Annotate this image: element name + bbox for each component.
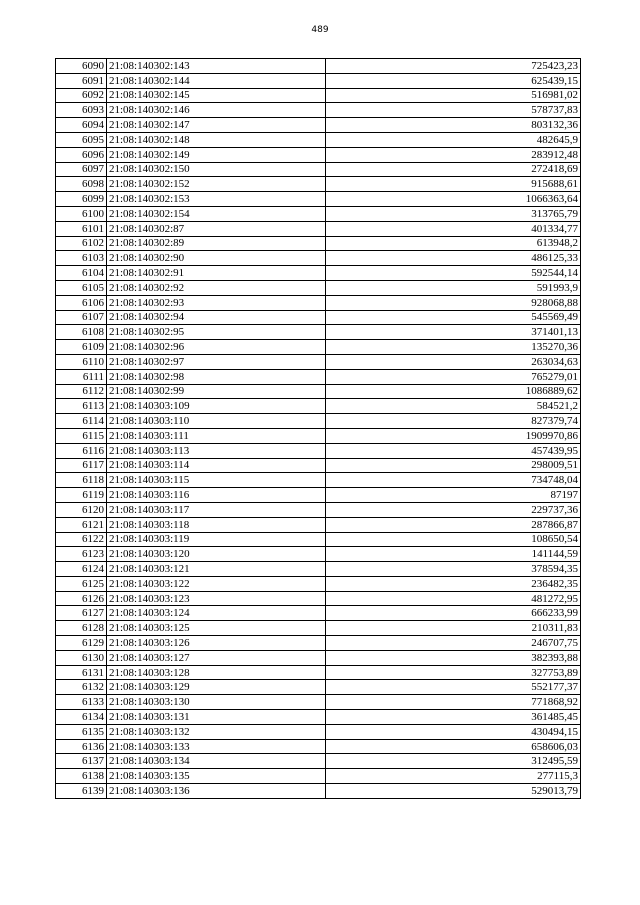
table-row xyxy=(56,754,581,769)
cadastral-number-cell: 21:08:140302:92 xyxy=(107,280,326,295)
value-cell: 272418,69 xyxy=(326,162,581,177)
table-row xyxy=(56,443,581,458)
row-number-cell: 6126 xyxy=(56,591,107,606)
table-row xyxy=(56,162,581,177)
row-number-cell: 6117 xyxy=(56,458,107,473)
cadastral-number-cell: 21:08:140303:130 xyxy=(107,695,326,710)
table-row xyxy=(56,458,581,473)
value-cell: 236482,35 xyxy=(326,576,581,591)
cadastral-number-cell: 21:08:140302:95 xyxy=(107,325,326,340)
cadastral-number-cell: 21:08:140302:154 xyxy=(107,206,326,221)
row-number-cell: 6115 xyxy=(56,428,107,443)
table-row xyxy=(56,103,581,118)
value-cell: 87197 xyxy=(326,488,581,503)
cadastral-number-cell: 21:08:140303:121 xyxy=(107,562,326,577)
table-row xyxy=(56,280,581,295)
cadastral-number-cell: 21:08:140302:89 xyxy=(107,236,326,251)
value-cell: 277115,3 xyxy=(326,769,581,784)
table-row xyxy=(56,473,581,488)
cadastral-number-cell: 21:08:140303:131 xyxy=(107,710,326,725)
table-row xyxy=(56,636,581,651)
table-row xyxy=(56,73,581,88)
cadastral-number-cell: 21:08:140303:118 xyxy=(107,517,326,532)
row-number-cell: 6135 xyxy=(56,724,107,739)
table-row xyxy=(56,562,581,577)
value-cell: 246707,75 xyxy=(326,636,581,651)
value-cell: 666233,99 xyxy=(326,606,581,621)
value-cell: 545569,49 xyxy=(326,310,581,325)
table-row xyxy=(56,488,581,503)
cadastral-number-cell: 21:08:140302:93 xyxy=(107,295,326,310)
table-row xyxy=(56,147,581,162)
row-number-cell: 6124 xyxy=(56,562,107,577)
row-number-cell: 6101 xyxy=(56,221,107,236)
table-row xyxy=(56,517,581,532)
row-number-cell: 6100 xyxy=(56,206,107,221)
value-cell: 327753,89 xyxy=(326,665,581,680)
row-number-cell: 6113 xyxy=(56,399,107,414)
cadastral-number-cell: 21:08:140303:124 xyxy=(107,606,326,621)
table-row xyxy=(56,325,581,340)
cadastral-number-cell: 21:08:140302:145 xyxy=(107,88,326,103)
table-row xyxy=(56,59,581,74)
value-cell: 592544,14 xyxy=(326,266,581,281)
value-cell: 803132,36 xyxy=(326,118,581,133)
table-body xyxy=(56,59,581,799)
table-row xyxy=(56,236,581,251)
table-row xyxy=(56,680,581,695)
value-cell: 658606,03 xyxy=(326,739,581,754)
table-row xyxy=(56,118,581,133)
value-cell: 283912,48 xyxy=(326,147,581,162)
value-cell: 108650,54 xyxy=(326,532,581,547)
row-number-cell: 6114 xyxy=(56,414,107,429)
table-row xyxy=(56,369,581,384)
cadastral-number-cell: 21:08:140302:97 xyxy=(107,354,326,369)
value-cell: 552177,37 xyxy=(326,680,581,695)
cadastral-number-cell: 21:08:140302:153 xyxy=(107,192,326,207)
value-cell: 141144,59 xyxy=(326,547,581,562)
cadastral-number-cell: 21:08:140302:94 xyxy=(107,310,326,325)
table-row xyxy=(56,576,581,591)
row-number-cell: 6104 xyxy=(56,266,107,281)
cadastral-number-cell: 21:08:140302:143 xyxy=(107,59,326,74)
value-cell: 486125,33 xyxy=(326,251,581,266)
table-row xyxy=(56,177,581,192)
table-row xyxy=(56,340,581,355)
row-number-cell: 6128 xyxy=(56,621,107,636)
table-row xyxy=(56,621,581,636)
value-cell: 135270,36 xyxy=(326,340,581,355)
value-cell: 613948,2 xyxy=(326,236,581,251)
value-cell: 481272,95 xyxy=(326,591,581,606)
table-row xyxy=(56,724,581,739)
value-cell: 725423,23 xyxy=(326,59,581,74)
cadastral-number-cell: 21:08:140303:133 xyxy=(107,739,326,754)
row-number-cell: 6107 xyxy=(56,310,107,325)
value-cell: 1066363,64 xyxy=(326,192,581,207)
row-number-cell: 6098 xyxy=(56,177,107,192)
table-row xyxy=(56,132,581,147)
value-cell: 430494,15 xyxy=(326,724,581,739)
row-number-cell: 6121 xyxy=(56,517,107,532)
row-number-cell: 6111 xyxy=(56,369,107,384)
cadastral-number-cell: 21:08:140302:91 xyxy=(107,266,326,281)
value-cell: 1086889,62 xyxy=(326,384,581,399)
value-cell: 765279,01 xyxy=(326,369,581,384)
row-number-cell: 6109 xyxy=(56,340,107,355)
value-cell: 371401,13 xyxy=(326,325,581,340)
value-cell: 584521,2 xyxy=(326,399,581,414)
row-number-cell: 6133 xyxy=(56,695,107,710)
value-cell: 382393,88 xyxy=(326,650,581,665)
table-row xyxy=(56,591,581,606)
row-number-cell: 6097 xyxy=(56,162,107,177)
row-number-cell: 6131 xyxy=(56,665,107,680)
table-row xyxy=(56,502,581,517)
cadastral-number-cell: 21:08:140303:128 xyxy=(107,665,326,680)
cadastral-number-cell: 21:08:140303:116 xyxy=(107,488,326,503)
table-row xyxy=(56,650,581,665)
row-number-cell: 6103 xyxy=(56,251,107,266)
cadastral-number-cell: 21:08:140303:135 xyxy=(107,769,326,784)
row-number-cell: 6120 xyxy=(56,502,107,517)
value-cell: 313765,79 xyxy=(326,206,581,221)
cadastral-number-cell: 21:08:140303:122 xyxy=(107,576,326,591)
table-row xyxy=(56,88,581,103)
cadastral-value-table xyxy=(55,58,581,799)
cadastral-number-cell: 21:08:140303:115 xyxy=(107,473,326,488)
row-number-cell: 6129 xyxy=(56,636,107,651)
row-number-cell: 6102 xyxy=(56,236,107,251)
cadastral-number-cell: 21:08:140302:152 xyxy=(107,177,326,192)
table-row xyxy=(56,399,581,414)
row-number-cell: 6139 xyxy=(56,784,107,799)
table-row xyxy=(56,547,581,562)
value-cell: 1909970,86 xyxy=(326,428,581,443)
value-cell: 482645,9 xyxy=(326,132,581,147)
cadastral-number-cell: 21:08:140303:111 xyxy=(107,428,326,443)
cadastral-number-cell: 21:08:140303:134 xyxy=(107,754,326,769)
row-number-cell: 6130 xyxy=(56,650,107,665)
cadastral-number-cell: 21:08:140303:123 xyxy=(107,591,326,606)
cadastral-number-cell: 21:08:140302:90 xyxy=(107,251,326,266)
row-number-cell: 6093 xyxy=(56,103,107,118)
table-row xyxy=(56,695,581,710)
value-cell: 298009,51 xyxy=(326,458,581,473)
value-cell: 378594,35 xyxy=(326,562,581,577)
row-number-cell: 6095 xyxy=(56,132,107,147)
table-row xyxy=(56,710,581,725)
table-row xyxy=(56,192,581,207)
table-row xyxy=(56,206,581,221)
cadastral-number-cell: 21:08:140302:146 xyxy=(107,103,326,118)
cadastral-number-cell: 21:08:140303:110 xyxy=(107,414,326,429)
value-cell: 591993,9 xyxy=(326,280,581,295)
cadastral-number-cell: 21:08:140303:113 xyxy=(107,443,326,458)
cadastral-number-cell: 21:08:140303:129 xyxy=(107,680,326,695)
cadastral-number-cell: 21:08:140302:96 xyxy=(107,340,326,355)
row-number-cell: 6099 xyxy=(56,192,107,207)
cadastral-number-cell: 21:08:140302:99 xyxy=(107,384,326,399)
row-number-cell: 6118 xyxy=(56,473,107,488)
value-cell: 263034,63 xyxy=(326,354,581,369)
row-number-cell: 6108 xyxy=(56,325,107,340)
cadastral-number-cell: 21:08:140302:144 xyxy=(107,73,326,88)
row-number-cell: 6092 xyxy=(56,88,107,103)
table-row xyxy=(56,784,581,799)
value-cell: 915688,61 xyxy=(326,177,581,192)
value-cell: 529013,79 xyxy=(326,784,581,799)
cadastral-number-cell: 21:08:140302:87 xyxy=(107,221,326,236)
cadastral-number-cell: 21:08:140303:109 xyxy=(107,399,326,414)
row-number-cell: 6096 xyxy=(56,147,107,162)
cadastral-number-cell: 21:08:140303:117 xyxy=(107,502,326,517)
row-number-cell: 6137 xyxy=(56,754,107,769)
row-number-cell: 6127 xyxy=(56,606,107,621)
page-number: 489 xyxy=(311,25,329,35)
row-number-cell: 6122 xyxy=(56,532,107,547)
row-number-cell: 6106 xyxy=(56,295,107,310)
cadastral-number-cell: 21:08:140302:147 xyxy=(107,118,326,133)
value-cell: 312495,59 xyxy=(326,754,581,769)
cadastral-number-cell: 21:08:140302:150 xyxy=(107,162,326,177)
cadastral-number-cell: 21:08:140303:126 xyxy=(107,636,326,651)
value-cell: 229737,36 xyxy=(326,502,581,517)
row-number-cell: 6132 xyxy=(56,680,107,695)
table-row xyxy=(56,414,581,429)
row-number-cell: 6138 xyxy=(56,769,107,784)
cadastral-number-cell: 21:08:140303:120 xyxy=(107,547,326,562)
table-row xyxy=(56,428,581,443)
row-number-cell: 6110 xyxy=(56,354,107,369)
cadastral-number-cell: 21:08:140303:127 xyxy=(107,650,326,665)
row-number-cell: 6116 xyxy=(56,443,107,458)
row-number-cell: 6119 xyxy=(56,488,107,503)
table-row xyxy=(56,532,581,547)
table-row xyxy=(56,384,581,399)
table-row xyxy=(56,295,581,310)
cadastral-number-cell: 21:08:140303:132 xyxy=(107,724,326,739)
value-cell: 361485,45 xyxy=(326,710,581,725)
row-number-cell: 6112 xyxy=(56,384,107,399)
value-cell: 625439,15 xyxy=(326,73,581,88)
value-cell: 827379,74 xyxy=(326,414,581,429)
table-row xyxy=(56,221,581,236)
row-number-cell: 6091 xyxy=(56,73,107,88)
row-number-cell: 6090 xyxy=(56,59,107,74)
value-cell: 578737,83 xyxy=(326,103,581,118)
value-cell: 457439,95 xyxy=(326,443,581,458)
table-row xyxy=(56,665,581,680)
value-cell: 401334,77 xyxy=(326,221,581,236)
table-row xyxy=(56,266,581,281)
table-row xyxy=(56,769,581,784)
value-cell: 928068,88 xyxy=(326,295,581,310)
cadastral-number-cell: 21:08:140302:149 xyxy=(107,147,326,162)
row-number-cell: 6125 xyxy=(56,576,107,591)
table-row xyxy=(56,739,581,754)
value-cell: 210311,83 xyxy=(326,621,581,636)
cadastral-number-cell: 21:08:140302:148 xyxy=(107,132,326,147)
value-cell: 516981,02 xyxy=(326,88,581,103)
cadastral-number-cell: 21:08:140303:136 xyxy=(107,784,326,799)
cadastral-number-cell: 21:08:140303:125 xyxy=(107,621,326,636)
row-number-cell: 6105 xyxy=(56,280,107,295)
row-number-cell: 6134 xyxy=(56,710,107,725)
table-row xyxy=(56,606,581,621)
cadastral-number-cell: 21:08:140303:114 xyxy=(107,458,326,473)
value-cell: 287866,87 xyxy=(326,517,581,532)
value-cell: 734748,04 xyxy=(326,473,581,488)
cadastral-number-cell: 21:08:140303:119 xyxy=(107,532,326,547)
row-number-cell: 6136 xyxy=(56,739,107,754)
table-row xyxy=(56,251,581,266)
table-row xyxy=(56,354,581,369)
table-row xyxy=(56,310,581,325)
value-cell: 771868,92 xyxy=(326,695,581,710)
row-number-cell: 6094 xyxy=(56,118,107,133)
row-number-cell: 6123 xyxy=(56,547,107,562)
cadastral-number-cell: 21:08:140302:98 xyxy=(107,369,326,384)
